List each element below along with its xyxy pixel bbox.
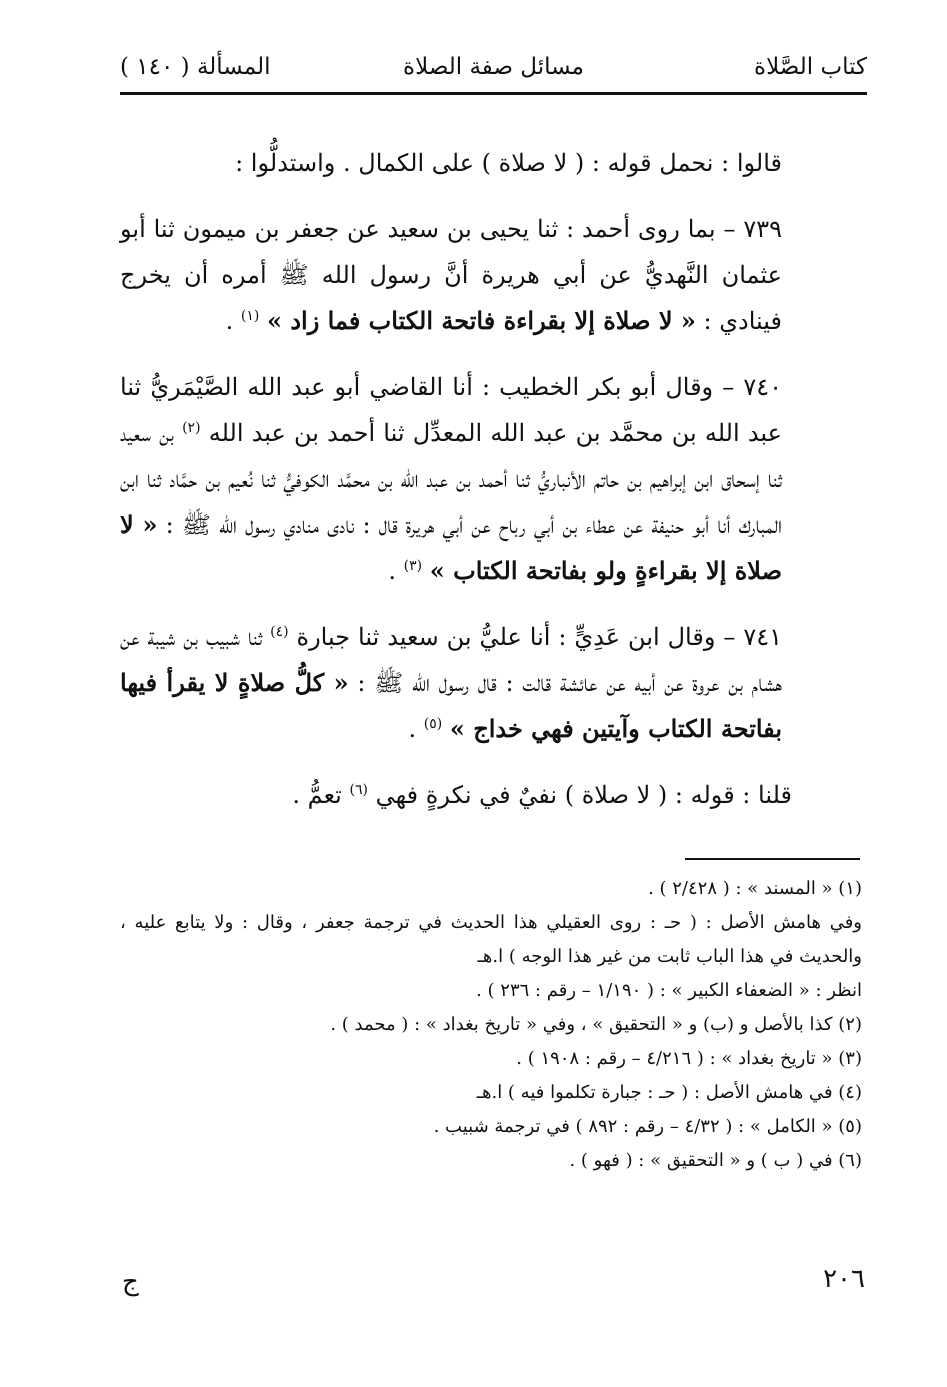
- issue-label: المسألة ( ١٤٠ ): [120, 54, 271, 80]
- paragraph-1-text: قالوا : نحمل قوله : ( لا صلاة ) على الكمال . واستدلُّوا :: [235, 149, 782, 177]
- footnote-4: (٤) في هامش الأصل : ( حـ : جبارة تكلموا فيه ) ا.هـ: [476, 1082, 862, 1103]
- footnote-ref-1: (١): [240, 308, 260, 324]
- footnote-ref-2: (٢): [182, 420, 201, 436]
- main-text: [120, 140, 862, 838]
- footnote-6: (٦) في ( ب ) و « التحقيق » : ( فهو ) .: [569, 1150, 862, 1171]
- header-rule: [120, 92, 867, 95]
- footnote-rule: [685, 858, 860, 860]
- hadith-741-end: .: [408, 715, 424, 743]
- book-title: كتاب الصَّلاة: [754, 54, 867, 80]
- footnote-ref-4: (٤): [270, 624, 289, 640]
- running-head: [120, 50, 867, 84]
- hadith-740-text-a: ٧٤٠ – وقال أبو بكر الخطيب : أنا القاضي أبو عبد الله الصَّيْمَريُّ ثنا عبد الله بن محمَّد بن عبد الله المعدِّل ثنا أحمد بن عبد الله: [120, 373, 782, 447]
- footnote-3: (٣) « تاريخ بغداد » : ( ٤/٢١٦ – رقم : ١٩٠٨ ) .: [516, 1048, 862, 1069]
- hadith-740-quote: « لا صلاة إلا بقراءةٍ ولو بفاتحة الكتاب »: [120, 510, 782, 585]
- hadith-740-end: .: [388, 557, 404, 585]
- footnote-ref-5: (٥): [423, 716, 443, 732]
- hadith-741-text-b: ثنا شبيب بن شيبة عن هشام بن عروة عن أبيه عن عائشة قالت : قال رسول الله ﷺ :: [120, 623, 782, 697]
- footnote-ref-6: (٦): [349, 782, 368, 798]
- reply-text-a: قلنا : قوله : ( لا صلاة ) نفيٌ في نكرةٍ فهي: [367, 781, 792, 809]
- footnotes: [120, 872, 862, 1178]
- hadith-741: [120, 614, 862, 752]
- footnote-1-margin-note: وفي هامش الأصل : ( حـ : روى العقيلي هذا الحديث في ترجمة جعفر ، وقال : ولا يتابع عليه ، والحديث في هذا الباب ثابت من غير هذا الوجه ) ا.هـ: [120, 912, 862, 967]
- hadith-739: [120, 206, 862, 344]
- paragraph-reply: [120, 772, 862, 818]
- footnote-ref-3: (٣): [403, 558, 423, 574]
- reply-text-b: تعمُّ .: [292, 781, 350, 809]
- hadith-739-quote: « لا صلاة إلا بقراءة فاتحة الكتاب فما زاد »: [266, 306, 696, 335]
- footnote-1: (١) « المسند » : ( ٢/٤٢٨ ) .: [648, 878, 862, 899]
- chapter-title: مسائل صفة الصلاة: [403, 54, 584, 80]
- signature-mark: ج: [122, 1267, 139, 1297]
- page-number: ٢٠٦: [823, 1264, 865, 1294]
- footnote-1-reference: انظر : « الضعفاء الكبير » : ( ١/١٩٠ – رقم : ٢٣٦ ) .: [476, 980, 862, 1001]
- hadith-739-end: .: [225, 307, 241, 335]
- hadith-740-text-b: بن سعيد ثنا إسحاق ابن إبراهيم بن حاتم الأنباريُّ ثنا أحمد بن عبد الله بن محمَّد الكوفيُّ ثنا نُعيم بن حمَّاد ثنا ابن المبارك أنا أبو حنيفة عن عطاء بن أبي رباح عن أبي هريرة قال : نادى منادي رسول الله ﷺ :: [120, 419, 782, 539]
- hadith-741-text-a: ٧٤١ – وقال ابن عَدِيٍّ : أنا عليُّ بن سعيد ثنا جبارة: [288, 623, 782, 651]
- hadith-740: [120, 364, 862, 594]
- footnote-5: (٥) « الكامل » : ( ٤/٣٢ – رقم : ٨٩٢ ) في ترجمة شبيب .: [433, 1116, 862, 1137]
- hadith-741-quote: « كلُّ صلاةٍ لا يقرأ فيها بفاتحة الكتاب وآيتين فهي خداج »: [120, 668, 782, 743]
- footnote-2: (٢) كذا بالأصل و (ب) و « التحقيق » ، وفي « تاريخ بغداد » : ( محمد ) .: [330, 1014, 862, 1035]
- paragraph-1: [120, 140, 862, 186]
- hadith-739-text: ٧٣٩ – بما روى أحمد : ثنا يحيى بن سعيد عن جعفر بن ميمون ثنا أبو عثمان النَّهديُّ عن أبي هريرة أنَّ رسول الله ﷺ أمره أن يخرج فينادي :: [120, 215, 782, 335]
